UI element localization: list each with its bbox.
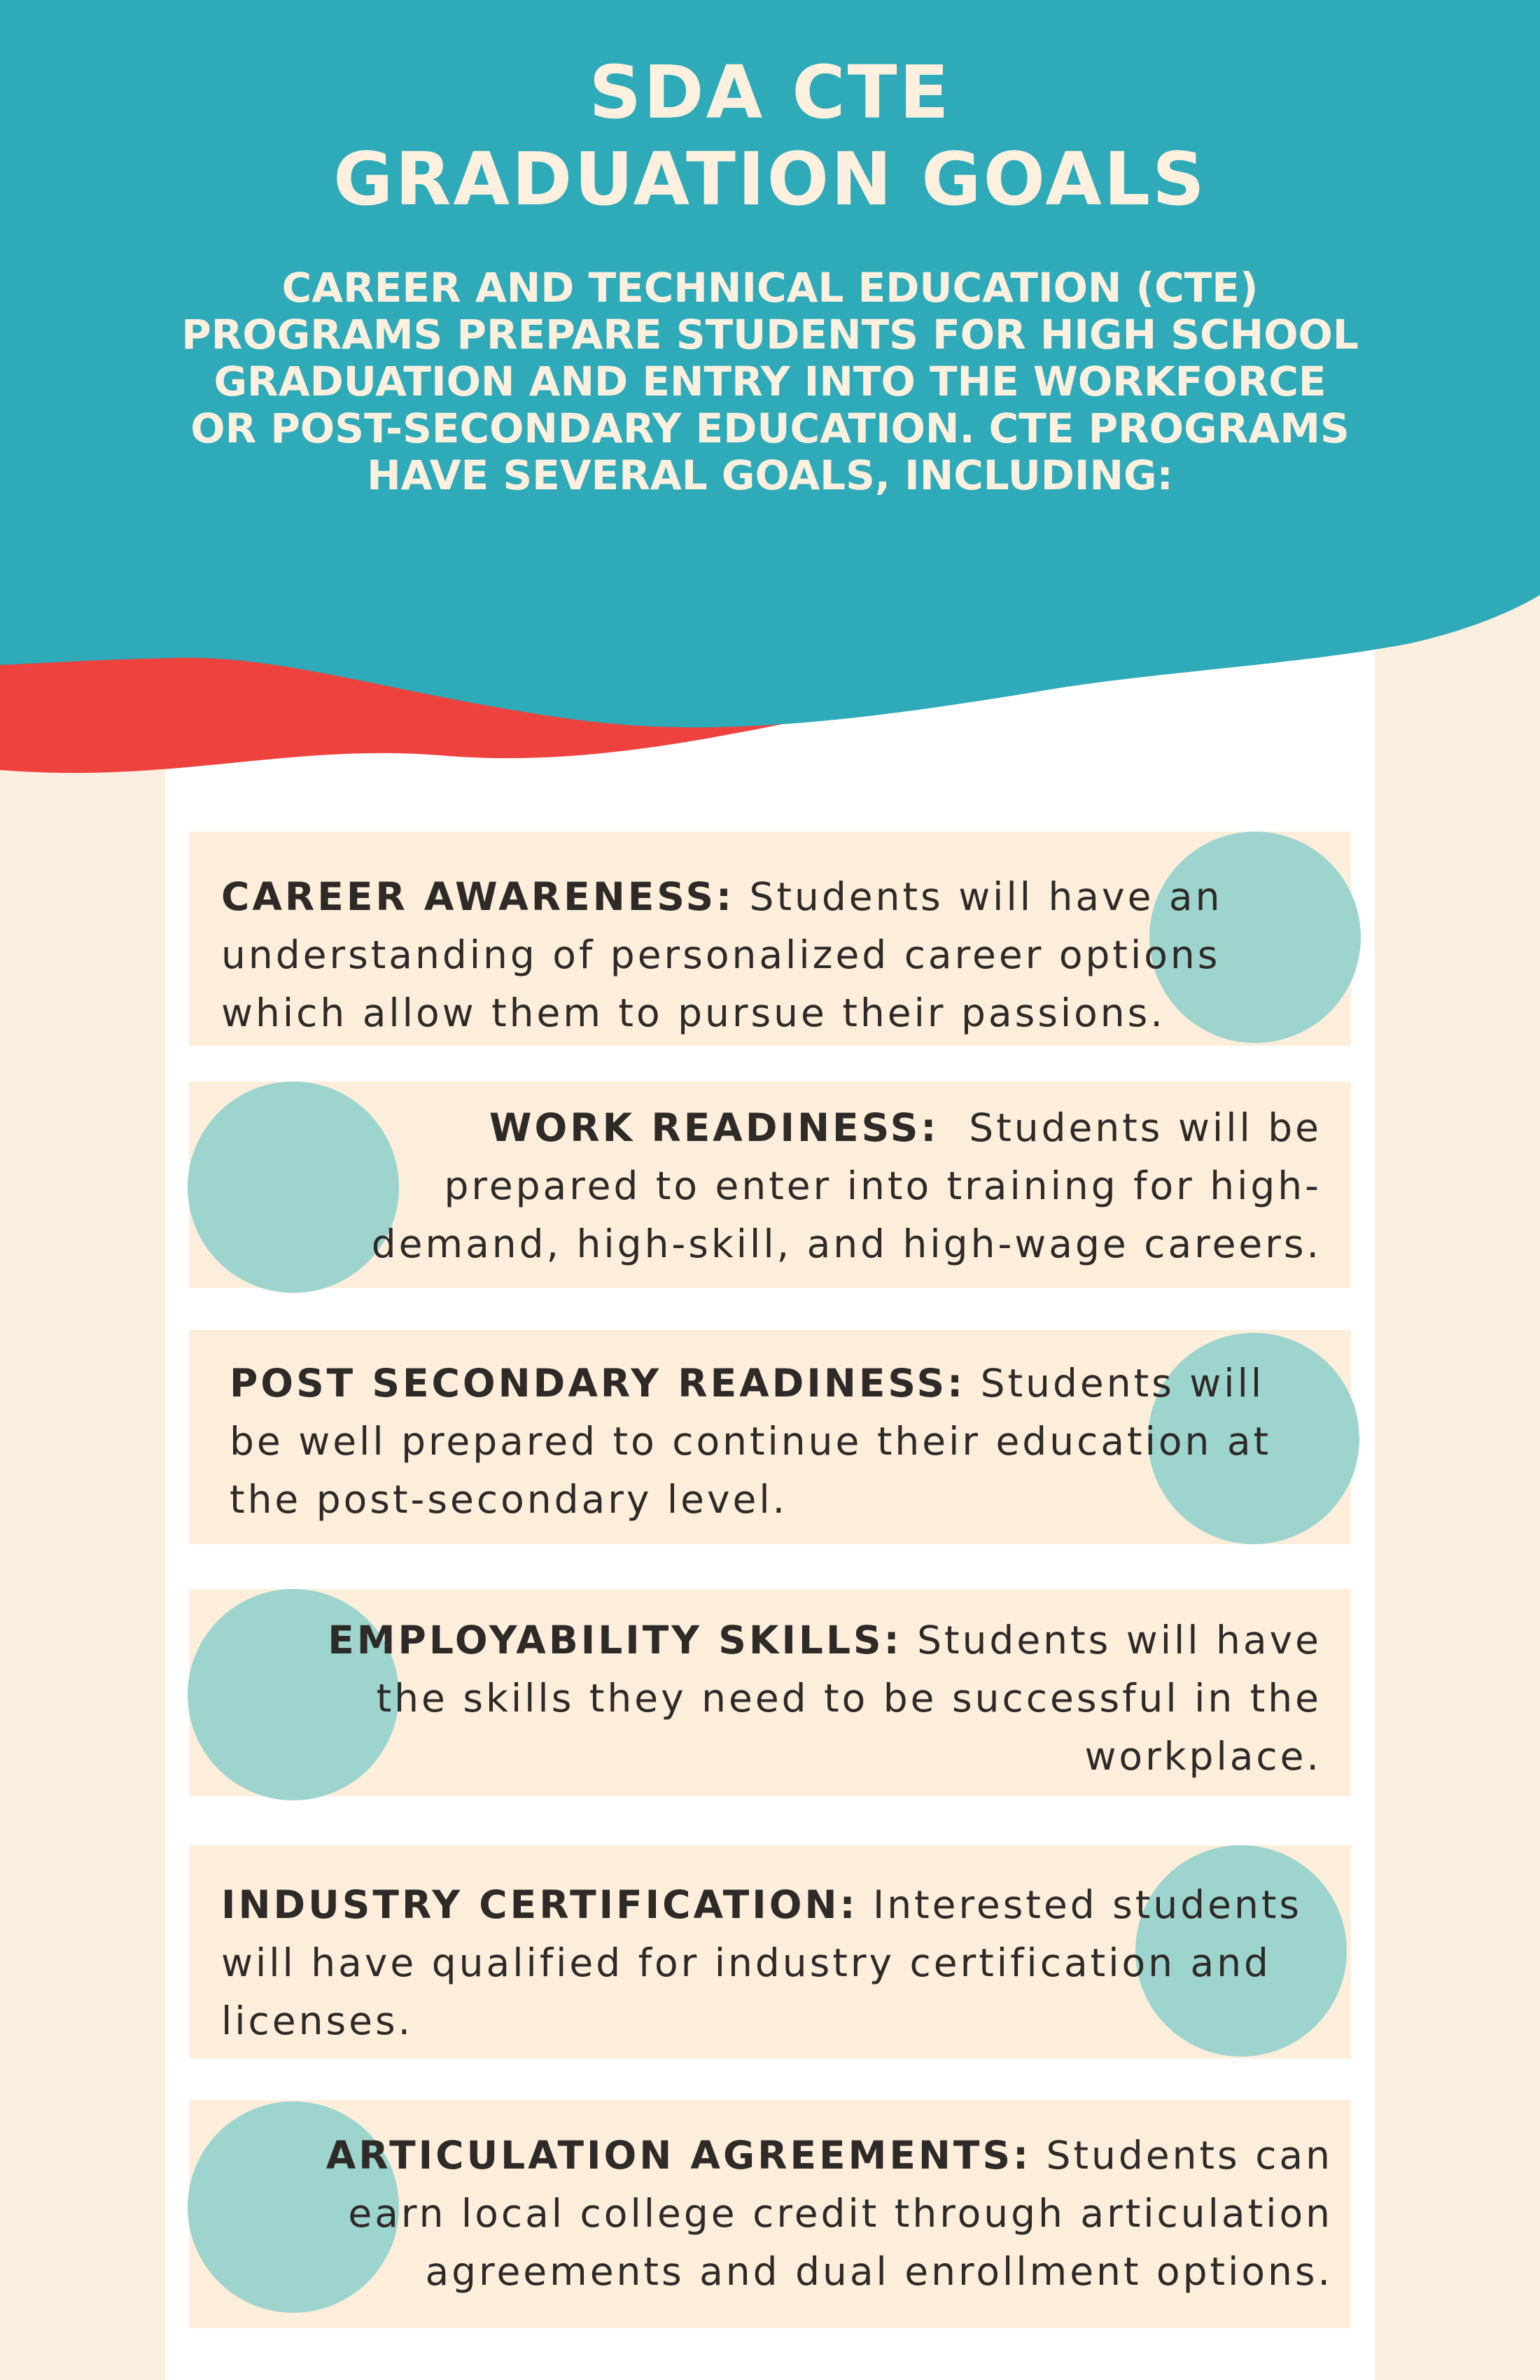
goal-label: INDUSTRY CERTIFICATION:: [221, 1882, 858, 1927]
goal-desc: licenses.: [221, 1998, 414, 2043]
goal-label: CAREER AWARENESS:: [221, 874, 735, 919]
goal-label: POST SECONDARY READINESS:: [230, 1361, 966, 1406]
goal-desc: Interested students: [858, 1882, 1303, 1927]
goal-desc: agreements and dual enrollment options.: [425, 2249, 1333, 2294]
goal-desc: will have qualified for industry certification and: [221, 1940, 1271, 1985]
title-line-2: GRADUATION GOALS: [333, 136, 1207, 222]
goal-label: WORK READINESS:: [489, 1105, 939, 1150]
title-line-1: SDA CTE: [589, 50, 951, 135]
goal-desc: the skills they need to be successful in the: [376, 1676, 1322, 1721]
goal-text-work-readiness: [372, 1099, 1322, 1273]
goal-desc: the post-secondary level.: [230, 1477, 788, 1522]
goal-desc: earn local college credit through articulation: [348, 2191, 1333, 2236]
intro-line: PROGRAMS PREPARE STUDENTS FOR HIGH SCHOOL: [181, 311, 1359, 358]
goal-text-post-secondary-readiness: [230, 1354, 1271, 1529]
goal-desc: Students will be: [939, 1105, 1322, 1150]
goal-label: ARTICULATION AGREEMENTS:: [326, 2133, 1032, 2178]
goal-text-employability-skills: [328, 1611, 1322, 1786]
goal-desc: prepared to enter into training for high-: [444, 1163, 1322, 1208]
goal-label: EMPLOYABILITY SKILLS:: [328, 1618, 902, 1662]
intro-line: CAREER AND TECHNICAL EDUCATION (CTE): [281, 264, 1259, 312]
goal-desc: understanding of personalized career options: [221, 932, 1221, 977]
goal-desc: Students will have an: [734, 874, 1223, 919]
goal-desc: demand, high-skill, and high-wage careers.: [371, 1222, 1322, 1266]
intro-line: HAVE SEVERAL GOALS, INCLUDING:: [367, 451, 1173, 499]
goal-desc: be well prepared to continue their education at: [230, 1419, 1272, 1464]
goal-text-articulation-agreements: [326, 2127, 1333, 2301]
goal-desc: Students will: [965, 1361, 1265, 1406]
intro-line: GRADUATION AND ENTRY INTO THE WORKFORCE: [214, 358, 1326, 405]
goal-text-career-awareness: [221, 868, 1223, 1042]
goal-text-industry-certification: [221, 1876, 1302, 2050]
goal-desc: workplace.: [1084, 1734, 1322, 1779]
decorative-circle: [188, 1082, 399, 1293]
intro-line: OR POST-SECONDARY EDUCATION. CTE PROGRAMS: [190, 405, 1350, 452]
intro-text: [105, 265, 1435, 499]
goal-desc: Students can: [1031, 2133, 1333, 2178]
goal-desc: Students will have: [902, 1618, 1322, 1662]
page-title: [0, 49, 1540, 223]
goal-desc: which allow them to pursue their passions.: [221, 990, 1166, 1035]
